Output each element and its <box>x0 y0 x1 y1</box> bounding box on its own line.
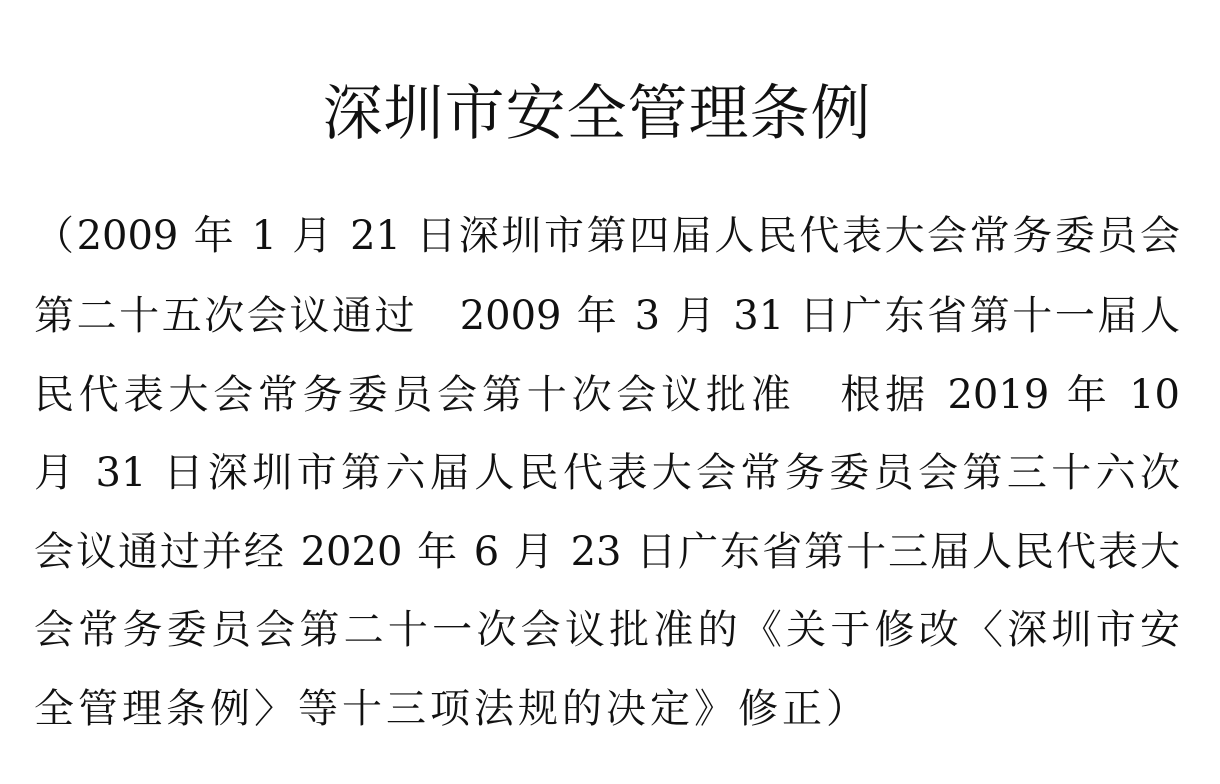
note-line-7: 全管理条例〉等十三项法规的决定》修正） <box>34 686 870 732</box>
page-title: 深圳市安全管理条例 <box>322 79 872 150</box>
note-line-4: 月 31 日深圳市第六届人民代表大会常务委员会第三十六次 <box>34 450 1180 496</box>
note-line-2: 第二十五次会议通过 2009 年 3 月 31 日广东省第十一届人 <box>34 293 1180 339</box>
note-line-1: （2009 年 1 月 21 日深圳市第四届人民代表大会常务委员会 <box>34 213 1180 259</box>
note-line-5: 会议通过并经 2020 年 6 月 23 日广东省第十三届人民代表大 <box>34 529 1180 575</box>
note-line-3: 民代表大会常务委员会第十次会议批准 根据 2019 年 10 <box>34 372 1180 418</box>
note-line-6: 会常务委员会第二十一次会议批准的《关于修改〈深圳市安 <box>34 607 1180 653</box>
